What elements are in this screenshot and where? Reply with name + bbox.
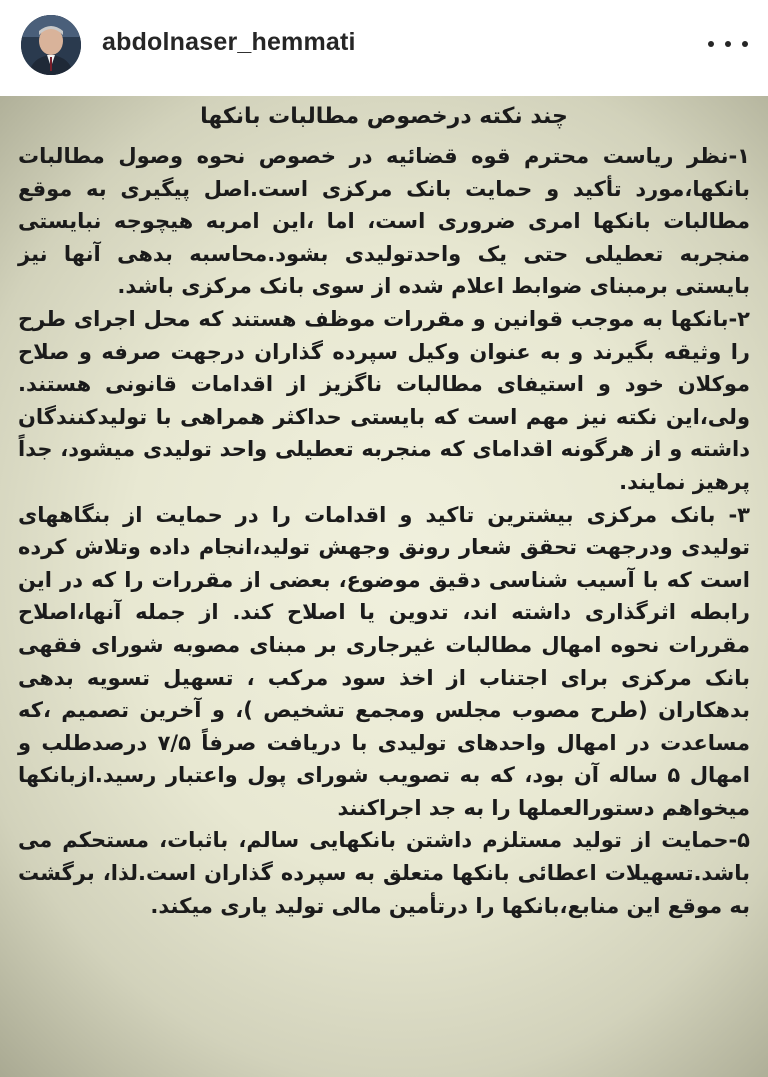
paragraph-5: ۵-حمایت از تولید مستلزم داشتن بانکهایی سالم، باثبات، مستحکم می باشد.تسهیلات اعطائی بانکها متعلق به سپرده گذاران است.لذا، برگشت به موقع این منابع،بانکها را درتأمین مالی تولید یاری میکند. <box>18 828 750 918</box>
post-image <box>0 96 768 1077</box>
paragraph-1: ۱-نظر ریاست محترم قوه قضائیه در خصوص نحوه وصول مطالبات بانکها،مورد تأکید و حمایت بانک مرکزی است.اصل پیگیری به موقع مطالبات بانکها امری ضروری است، اما ،این امربه هیچوجه نبایستی منجربه تعطیلی حتی یک واحدتولیدی بشود.محاسبه بدهی آنها نیز بایستی برمبنای ضوابط اعلام شده از سوی بانک مرکزی باشد. <box>18 144 750 299</box>
paragraph-2: ۲-بانکها به موجب قوانین و مقررات موظف هستند که محل اجرای طرح را وثیقه بگیرند و به عنوان وکیل سپرده گذاران درجهت صرفه و صلاح موکلان خود و استیفای مطالبات ناگزیز از اقدامات قانونی هستند. ولی،این نکته نیز مهم است که بایستی حداکثر همراهی با تولیدکنندگان داشته و از هرگونه اقدامای که منجربه تعطیلی واحد تولیدی میشود، جداً پرهیز نمایند. <box>18 306 750 494</box>
post-body <box>18 140 750 922</box>
more-dot-icon <box>708 41 714 47</box>
paragraph-3: ۳- بانک مرکزی بیشترین تاکید و اقدامات را در حمایت از بنگاههای تولیدی ودرجهت تحقق شعار رونق وجهش تولید،انجام داده وتلاش کرده است که با آسیب شناسی دقیق موضوع، بعضی از مقررات را که در این رابطه اثرگذاری داشته اند، تدوین یا اصلاح کند. از جمله آنها،اصلاح مقررات نحوه امهال مطالبات غیرجاری بر مبنای مصوبه شورای فقهی بانک مرکزی برای اجتناب از اخذ سود مرکب ، تسهیل تسویه بدهی بدهکاران (طرح مصوب مجلس ومجمع تشخیص )، و آخرین تصمیم ،که مساعدت در امهال واحدهای تولیدی با دریافت صرفاً ۷/۵ درصدطلب و امهال ۵ ساله آن بود، که به تصویب شورای پول واعتبار رسید.ازبانکها میخواهم دستورالعملها را به جد اجراکنند <box>18 502 750 820</box>
more-dot-icon <box>742 41 748 47</box>
post-title: چند نکته درخصوص مطالبات بانکها <box>200 104 568 129</box>
more-dot-icon <box>725 41 731 47</box>
avatar[interactable] <box>21 15 81 75</box>
username[interactable]: abdolnaser_hemmati <box>102 28 356 56</box>
profile-photo-icon <box>21 15 81 75</box>
more-options-button[interactable] <box>708 32 748 56</box>
post-header <box>0 0 768 96</box>
